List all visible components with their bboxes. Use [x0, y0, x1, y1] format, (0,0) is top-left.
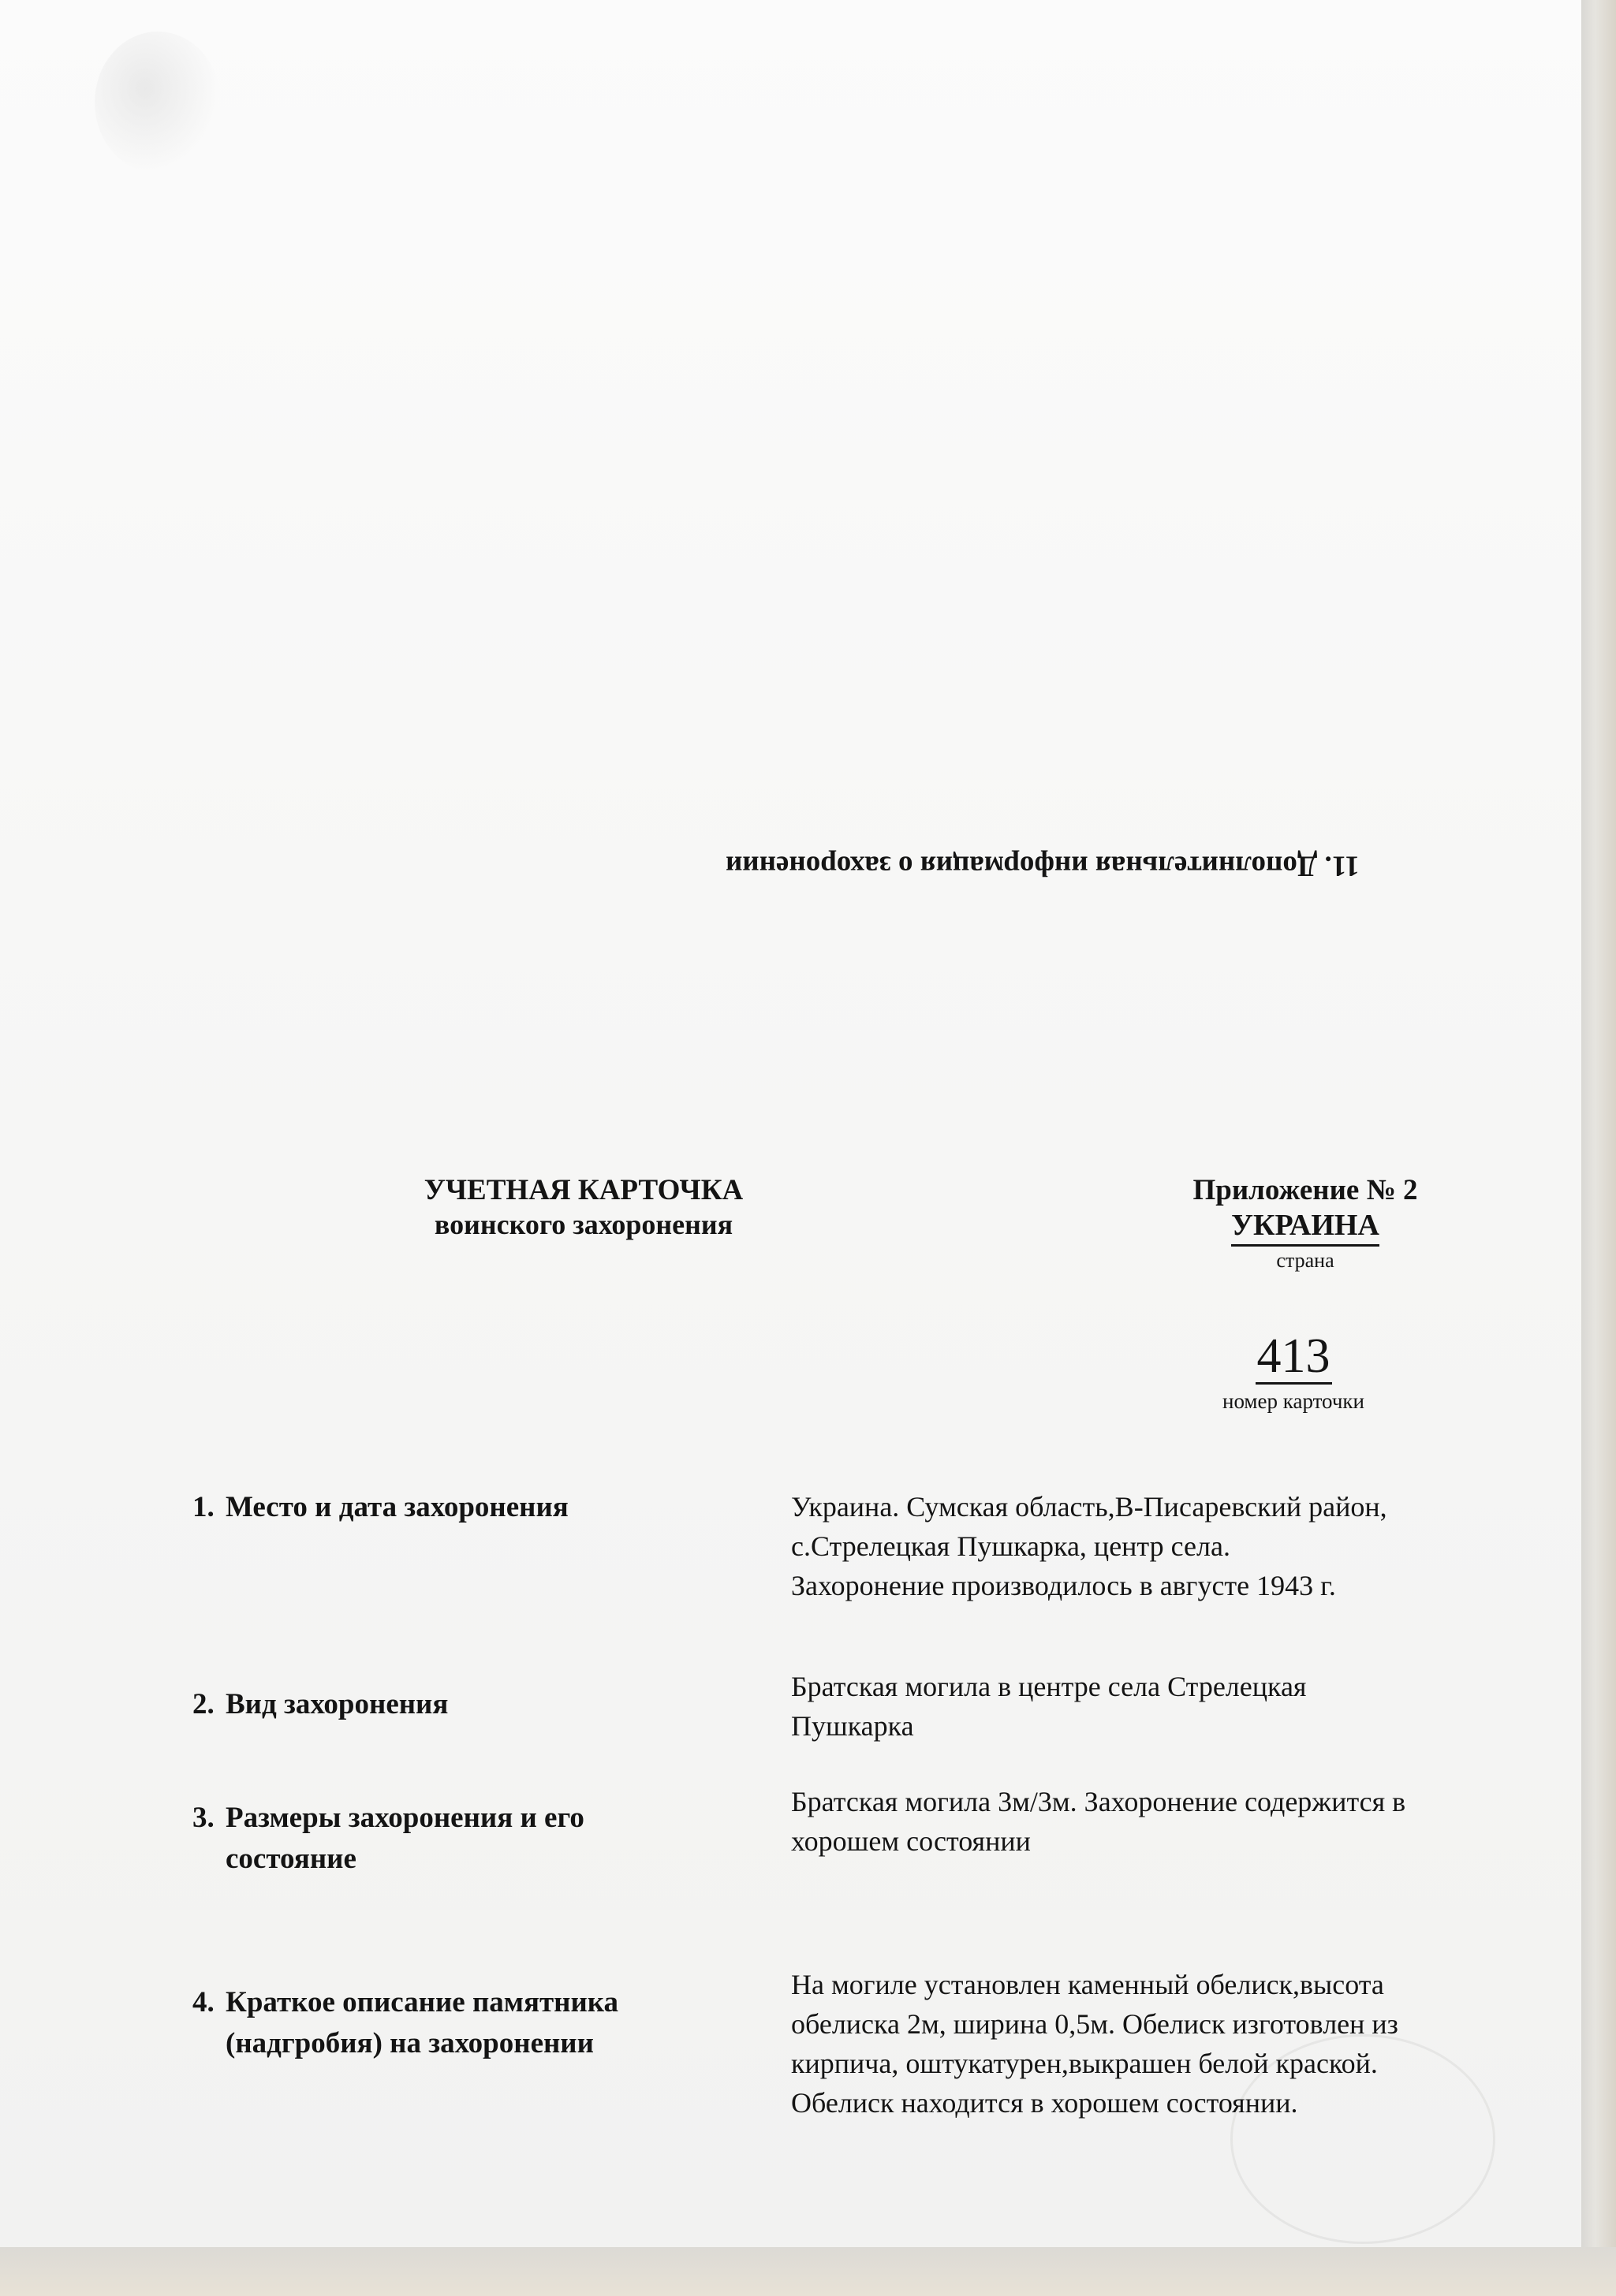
- field-2-value: [791, 1667, 1532, 1746]
- country-value: УКРАИНА: [1231, 1208, 1379, 1247]
- field-3-value-line2: хорошем состоянии: [791, 1825, 1031, 1857]
- field-2-value-line2: Пушкарка: [791, 1710, 914, 1742]
- field-2-label: [192, 1684, 713, 1725]
- country-caption: страна: [1276, 1248, 1334, 1272]
- field-4-value-line2: обелиска 2м, ширина 0,5м. Обелиск изготовлен из: [791, 2008, 1398, 2040]
- field-3-label-line1: Размеры захоронения и его: [226, 1802, 584, 1834]
- desk-surface-bottom: [0, 2247, 1616, 2296]
- card-title-line2: воинского захоронения: [434, 1209, 733, 1241]
- field-1-number: 1.: [192, 1491, 215, 1523]
- field-1-value: [791, 1487, 1532, 1605]
- card-number-block: [1128, 1331, 1459, 1414]
- field-4-value-line3: кирпича, оштукатурен,выкрашен белой краской.: [791, 2048, 1378, 2079]
- appendix-label: Приложение № 2: [1192, 1174, 1418, 1206]
- field-1-value-line2: с.Стрелецкая Пушкарка, центр села.: [791, 1530, 1230, 1562]
- card-title-line1: УЧЕТНАЯ КАРТОЧКА: [424, 1174, 744, 1206]
- field-4-number: 4.: [192, 1986, 215, 2018]
- paper-crease: [95, 32, 221, 173]
- card-number-value: 413: [1256, 1331, 1332, 1385]
- card-number-caption: номер карточки: [1222, 1389, 1364, 1414]
- field-4-label: [192, 1982, 713, 2064]
- field-4-value-line4: Обелиск находится в хорошем состоянии.: [791, 2087, 1298, 2119]
- field-2-label-line1: Вид захоронения: [226, 1688, 449, 1720]
- appendix-block: [1104, 1173, 1506, 1273]
- field-1-value-line1: Украина. Сумская область,В-Писаревский район,: [791, 1491, 1387, 1523]
- field-1-value-line3: Захоронение производилось в августе 1943 г.: [791, 1570, 1336, 1601]
- field-3-label-line2: состояние: [226, 1843, 356, 1875]
- section-11-heading-upside-down: 11. Дополнительная информация о захоронении: [726, 849, 1360, 882]
- field-4-value-line1: На могиле установлен каменный обелиск,высота: [791, 1969, 1384, 2000]
- card-title: [300, 1173, 868, 1243]
- field-4-label-line2: (надгробия) на захоронении: [226, 2027, 594, 2059]
- desk-surface-right: [1581, 0, 1616, 2296]
- field-3-number: 3.: [192, 1802, 215, 1834]
- field-1-label-line1: Место и дата захоронения: [226, 1491, 569, 1523]
- field-3-value-line1: Братская могила 3м/3м. Захоронение содержится в: [791, 1786, 1406, 1817]
- field-2-value-line1: Братская могила в центре села Стрелецкая: [791, 1671, 1307, 1702]
- field-4-value: [791, 1965, 1532, 2123]
- field-2-number: 2.: [192, 1688, 215, 1720]
- field-4-label-line1: Краткое описание памятника: [226, 1986, 619, 2018]
- field-3-value: [791, 1782, 1532, 1861]
- field-3-label: [192, 1798, 713, 1880]
- field-1-label: [192, 1487, 713, 1528]
